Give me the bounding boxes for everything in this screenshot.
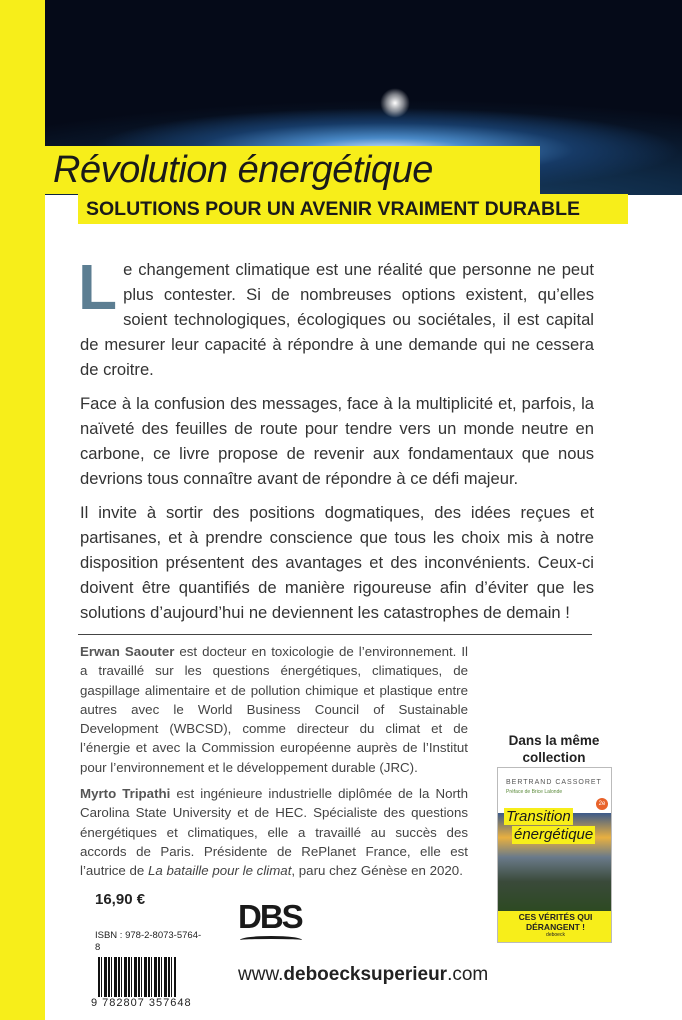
related-book-author: BERTRAND CASSORET — [506, 779, 602, 786]
url-part: .com — [447, 963, 489, 985]
author-bio-text: est docteur en toxicologie de l’environnement. Il a travaillé sur les questions énergétiques, climatiques, de gaspillage alimentaire et de pollution chimique et plastique entre autres avec le World Business Council of Sustainable Development (WBCSD), comme directeur du climat et de l’énergie et avec la Commission européenne auprès de l’Institut pour l’environnement et le développement durable (JRC). — [80, 644, 469, 775]
related-book-preface: Préface de Brice Lalonde — [506, 789, 563, 795]
related-book-publisher: deboeck — [546, 932, 565, 938]
publisher-logo: DBS — [238, 897, 302, 935]
blurb-paragraph: Face à la confusion des messages, face à la multiplicité et, parfois, la naïveté des feuilles de route pour tendre vers un monde neutre en carbone, ce livre propose de revenir aux fondamentaux que nous devrions tous connaître avant de répondre à ce défi majeur. — [80, 394, 594, 488]
author-bios — [80, 642, 468, 881]
yellow-side-strip — [0, 0, 45, 1020]
edition-badge: 2e — [596, 798, 608, 810]
title-line: Transition — [506, 808, 571, 825]
title-line: énergétique — [514, 826, 594, 843]
publisher-url — [238, 964, 488, 986]
related-book-tagline — [498, 911, 612, 943]
author-name: Erwan Saouter — [80, 644, 175, 659]
barcode — [98, 957, 176, 997]
price: 16,90 € — [95, 890, 146, 908]
drop-cap: L — [78, 251, 118, 323]
author-bio-text: , paru chez Génèse en 2020. — [291, 863, 463, 879]
blurb-paragraph: Il invite à sortir des positions dogmatiques, des idées reçues et partisanes, et à prendre conscience que tous les choix mis à notre disposition présentent des avantages et des inconvénients. Ceux-ci doivent être quantifiés de manière rigoureuse afin d’éviter que les solutions d’aujourd’hui ne deviennent les catastrophes de demain ! — [80, 503, 594, 622]
collection-heading: Dans la même collection — [508, 733, 600, 765]
author-name: Myrto Tripathi — [80, 786, 171, 802]
related-book-cover — [497, 767, 612, 943]
publisher-block — [238, 898, 488, 986]
author-bio — [80, 642, 468, 777]
author-bio — [80, 784, 468, 880]
book-subtitle: SOLUTIONS POUR UN AVENIR VRAIMENT DURABLE — [78, 194, 628, 224]
author-bio-text: est ingénieure industrielle diplômée de la North Carolina State University et de HEC. Spécialiste des questions énergétiques et climatiques, elle a travaillé au succès des accords de Paris. Présidente de RePlanet France, elle est l’autrice de — [80, 786, 468, 879]
barcode-number: 9 782807 357648 — [91, 996, 192, 1009]
logo-swoosh — [240, 936, 302, 944]
url-part: deboecksuperieur — [283, 963, 448, 985]
book-reference: La bataille pour le climat — [148, 863, 292, 879]
related-book-title — [504, 808, 595, 844]
blurb — [78, 251, 594, 625]
barcode-block — [91, 929, 205, 1010]
isbn: ISBN : 978-2-8073-5764-8 — [95, 929, 202, 953]
divider — [78, 634, 592, 635]
blurb-paragraph — [78, 251, 594, 382]
blurb-text: e changement climatique est une réalité que personne ne peut plus contester. Si de nombreuses options existent, qu’elles soient technologiques, écologiques ou sociétales, il est capital de mesurer leur capacité à répondre à une demande qui ne cessera de croitre. — [80, 260, 594, 379]
tagline-text: CES VÉRITÉS QUI DÉRANGENT ! — [518, 912, 593, 932]
url-part: www. — [238, 963, 284, 985]
book-title: Révolution énergétique — [45, 146, 540, 194]
